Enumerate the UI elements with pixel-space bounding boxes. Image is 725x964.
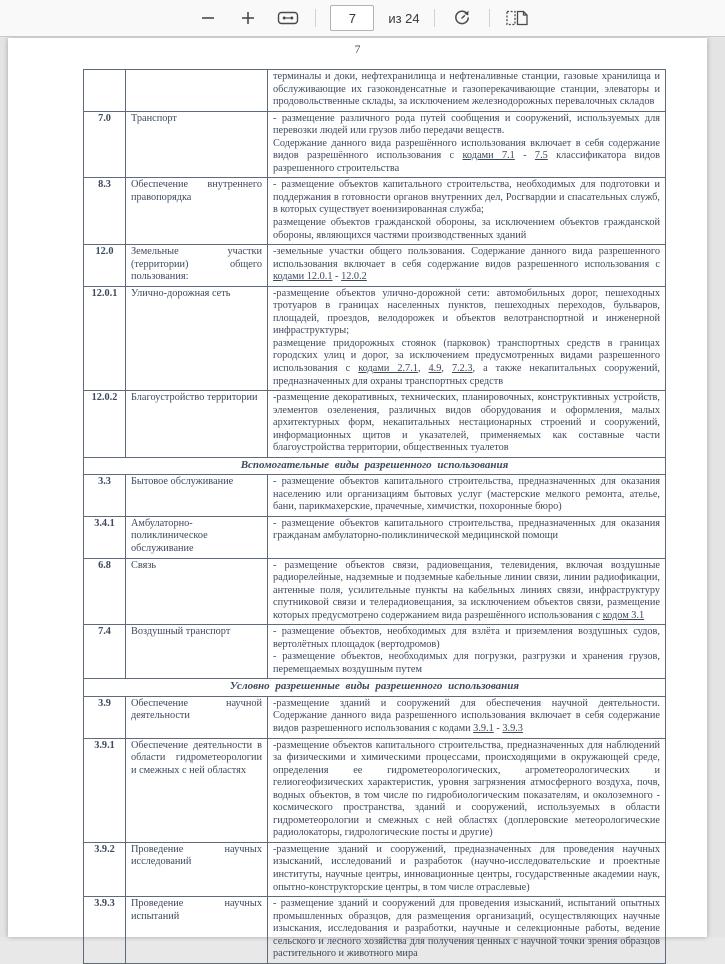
page-number-input[interactable] bbox=[330, 5, 374, 31]
table-row bbox=[84, 286, 666, 390]
description-paragraph: - размещение объектов, необходимых для взлёта и приземления воздушных судов, вертолётных площадок (вертодромов) bbox=[273, 626, 660, 650]
description-cell bbox=[268, 70, 666, 112]
description-paragraph: -размещение декоративных, технических, планировочных, конструктивных устройств, элементов озеленения, различных видов оборудования и оформления, малых архитектурных форм, некапитальных нестационарных строений и сооружений, информационных щитов и указателей, применяемых как составные части благоустройства территории, общественных туалетов bbox=[273, 392, 660, 454]
toolbar-divider bbox=[489, 9, 490, 27]
table-row bbox=[84, 738, 666, 842]
description-cell bbox=[268, 391, 666, 458]
name-cell: Улично-дорожная сеть bbox=[126, 286, 268, 390]
description-cell bbox=[268, 558, 666, 625]
description-paragraph: терминалы и доки, нефтехранилища и нефтеналивные станции, газовые хранилища и обслуживающие их газоконденсатные и газоперекачивающие станции, элеваторы и продовольственные склады, за исключением железнодорожных перевалочных складов bbox=[273, 71, 660, 108]
table-row bbox=[84, 391, 666, 458]
description-cell bbox=[268, 111, 666, 178]
description-paragraph: -размещение зданий и сооружений, предназначенных для проведения научных изысканий, исследований и разработок (научно-исследовательские и проектные институты, научные центры, инновационные центры, государственные академии наук, опытно-конструкторские центры, в том числе отраслевые) bbox=[273, 843, 660, 893]
table-row bbox=[84, 625, 666, 679]
rotate-button[interactable] bbox=[449, 5, 475, 31]
description-paragraph: Содержание данного вида разрешённого использования включает в себя содержание видов разрешённого использования с кодами 7.1 - 7.5 классификатора видов разрешенного строительства bbox=[273, 137, 660, 174]
document-page bbox=[8, 38, 707, 960]
two-page-view-icon bbox=[505, 9, 529, 27]
code-cell: 12.0.2 bbox=[84, 391, 126, 458]
description-cell bbox=[268, 842, 666, 896]
toolbar-divider bbox=[315, 9, 316, 27]
description-cell bbox=[268, 696, 666, 738]
description-paragraph: -размещение зданий и сооружений для обеспечения научной деятельности. Содержание данного вида разрешенного использования включает в себя содержание видов разрешенного использования с кодами 3.9.1 - 3.9.3 bbox=[273, 697, 660, 734]
name-cell: Обеспечение научной деятельности bbox=[126, 696, 268, 738]
description-cell bbox=[268, 897, 666, 964]
table-row bbox=[84, 897, 666, 964]
description-paragraph: - размещение зданий и сооружений для проведения изысканий, испытаний опытных промышленных образцов, для размещения организаций, осуществляющих научные изыскания, исследования и разработки, научные и селекционные работы, ведение сельского и лесного хозяйства для получения ценных с научной точки зрения образцов растительного и животного мира bbox=[273, 898, 660, 960]
table-row bbox=[84, 70, 666, 112]
fit-width-icon bbox=[277, 10, 299, 26]
description-paragraph: - размещение объектов капитального строительства, предназначенных для оказания гражданам амбулаторно-поликлинической медицинской помощи bbox=[273, 517, 660, 542]
section-header-row bbox=[84, 457, 666, 474]
description-paragraph: - размещение объектов связи, радиовещания, телевидения, включая воздушные радиорелейные, надземные и подземные кабельные линии связи, линии радиофикации, антенные поля, усилительные пункты на кабельных линиях связи, инфраструктуру спутниковой связи и телерадиовещания, за исключением объектов связи, размещение которых предусмотрено содержанием вида разрешённого использования с кодом 3.1 bbox=[273, 559, 660, 621]
description-paragraph: -земельные участки общего пользования. Содержание данного вида разрешенного использования включает в себя содержание видов разрешенного использования с кодами 12.0.1 - 12.0.2 bbox=[273, 246, 660, 283]
name-cell bbox=[126, 70, 268, 112]
name-cell: Обеспечение деятельности в области гидрометеорологии и смежных с ней областях bbox=[126, 738, 268, 842]
rotate-icon bbox=[452, 8, 472, 28]
land-use-table-body bbox=[84, 70, 666, 964]
name-cell: Проведение научных исследований bbox=[126, 842, 268, 896]
two-page-view-button[interactable] bbox=[504, 5, 530, 31]
description-cell bbox=[268, 178, 666, 245]
code-cell: 3.9.1 bbox=[84, 738, 126, 842]
description-paragraph: размещение придорожных стоянок (парковок) транспортных средств в границах городских улиц и дорог, за исключением предусмотренных видами разрешенного использования с кодами 2.7.1, 4.9, 7.2.3, а также некапитальных сооружений, предназначенных для охраны транспортных средств bbox=[273, 337, 660, 387]
table-row bbox=[84, 516, 666, 558]
code-link[interactable]: кодами 7.1 bbox=[462, 150, 515, 162]
plus-icon bbox=[240, 10, 256, 26]
code-link[interactable]: 7.2.3 bbox=[451, 363, 473, 375]
section-header-row bbox=[84, 679, 666, 696]
description-paragraph: - размещение различного рода путей сообщения и сооружений, используемых для перевозки людей или грузов либо передачи веществ. bbox=[273, 112, 660, 137]
name-cell: Воздушный транспорт bbox=[126, 625, 268, 679]
pdf-viewer-area[interactable] bbox=[0, 38, 725, 960]
name-cell: Транспорт bbox=[126, 111, 268, 178]
section-header-label: Условно разрешенные виды разрешенного использования bbox=[84, 679, 666, 696]
description-paragraph: -размещение объектов капитального строительства, предназначенных для наблюдений за физическими и химическими процессами, происходящими в окружающей среде, определения ее гидрометеорологических, агрометеорологических и гелиогеофизических характеристик, уровня загрязнения атмосферного воздуха, почв, водных объектов, в том числе по гидробиологическим показателям, и околоземного - космического пространства, зданий и сооружений, используемых в области гидрометеорологии и смежных с ней областях (доплеровские метеорологические радиолокаторы, гидрологические посты и другие) bbox=[273, 739, 660, 839]
code-cell: 3.9.2 bbox=[84, 842, 126, 896]
zoom-out-button[interactable] bbox=[195, 5, 221, 31]
page-count-label: из 24 bbox=[388, 10, 420, 26]
code-link[interactable]: 7.5 bbox=[534, 150, 548, 162]
code-cell: 12.0.1 bbox=[84, 286, 126, 390]
code-link[interactable]: 3.9.3 bbox=[502, 722, 523, 734]
table-row bbox=[84, 696, 666, 738]
code-cell: 6.8 bbox=[84, 558, 126, 625]
table-row bbox=[84, 842, 666, 896]
description-cell bbox=[268, 738, 666, 842]
toolbar-divider bbox=[434, 9, 435, 27]
code-cell: 3.3 bbox=[84, 475, 126, 517]
name-cell: Амбулаторно-поликлиническое обслуживание bbox=[126, 516, 268, 558]
table-row bbox=[84, 245, 666, 287]
code-link[interactable]: кодами 2.7.1 bbox=[358, 363, 418, 375]
zoom-in-button[interactable] bbox=[235, 5, 261, 31]
name-cell: Обеспечение внутреннего правопорядка bbox=[126, 178, 268, 245]
description-cell bbox=[268, 475, 666, 517]
name-cell: Бытовое обслуживание bbox=[126, 475, 268, 517]
table-row bbox=[84, 178, 666, 245]
code-cell: 3.9.3 bbox=[84, 897, 126, 964]
code-cell: 3.4.1 bbox=[84, 516, 126, 558]
section-header-label: Вспомогательные виды разрешенного использования bbox=[84, 457, 666, 474]
description-paragraph: - размещение объектов капитального строительства, предназначенных для оказания населению или организациям бытовых услуг (мастерские мелкого ремонта, ателье, бани, парикмахерские, прачечные, химчистки, похоронные бюро) bbox=[273, 476, 660, 513]
description-cell bbox=[268, 625, 666, 679]
code-link[interactable]: кодами 12.0.1 bbox=[273, 271, 333, 283]
code-cell: 12.0 bbox=[84, 245, 126, 287]
code-link[interactable]: 4.9 bbox=[428, 363, 442, 375]
description-paragraph: - размещение объектов, необходимых для погрузки, разгрузки и хранения грузов, перемещаемых воздушным путем bbox=[273, 651, 660, 675]
name-cell: Благоустройство территории bbox=[126, 391, 268, 458]
code-link[interactable]: 3.9.1 bbox=[473, 722, 494, 734]
minus-icon bbox=[200, 10, 216, 26]
code-cell: 8.3 bbox=[84, 178, 126, 245]
land-use-table bbox=[83, 69, 666, 964]
code-cell: 3.9 bbox=[84, 696, 126, 738]
fit-width-button[interactable] bbox=[275, 5, 301, 31]
table-row bbox=[84, 558, 666, 625]
code-link[interactable]: кодом 3.1 bbox=[602, 609, 645, 621]
description-paragraph: -размещение объектов улично-дорожной сети: автомобильных дорог, пешеходных тротуаров в границах населенных пунктов, пешеходных переходов, бульваров, площадей, проездов, велодорожек и объектов велотранспортной и инженерной инфраструктуры; bbox=[273, 287, 660, 337]
code-link[interactable]: 12.0.2 bbox=[341, 271, 367, 283]
description-paragraph: - размещение объектов капитального строительства, необходимых для подготовки и поддержания в готовности органов внутренних дел, Росгвардии и спасательных служб, в которых существует военизированная служба; bbox=[273, 179, 660, 216]
name-cell: Связь bbox=[126, 558, 268, 625]
name-cell: Земельные участки (территории) общего пользования: bbox=[126, 245, 268, 287]
pdf-toolbar bbox=[0, 0, 725, 37]
document-page-number: 7 bbox=[354, 44, 361, 56]
name-cell: Проведение научных испытаний bbox=[126, 897, 268, 964]
code-cell: 7.0 bbox=[84, 111, 126, 178]
description-cell bbox=[268, 286, 666, 390]
description-cell bbox=[268, 245, 666, 287]
description-paragraph: размещение объектов гражданской обороны, за исключением объектов гражданской обороны, являющихся частями производственных зданий bbox=[273, 217, 660, 241]
code-cell: 7.4 bbox=[84, 625, 126, 679]
table-row bbox=[84, 475, 666, 517]
table-row bbox=[84, 111, 666, 178]
code-cell bbox=[84, 70, 126, 112]
description-cell bbox=[268, 516, 666, 558]
